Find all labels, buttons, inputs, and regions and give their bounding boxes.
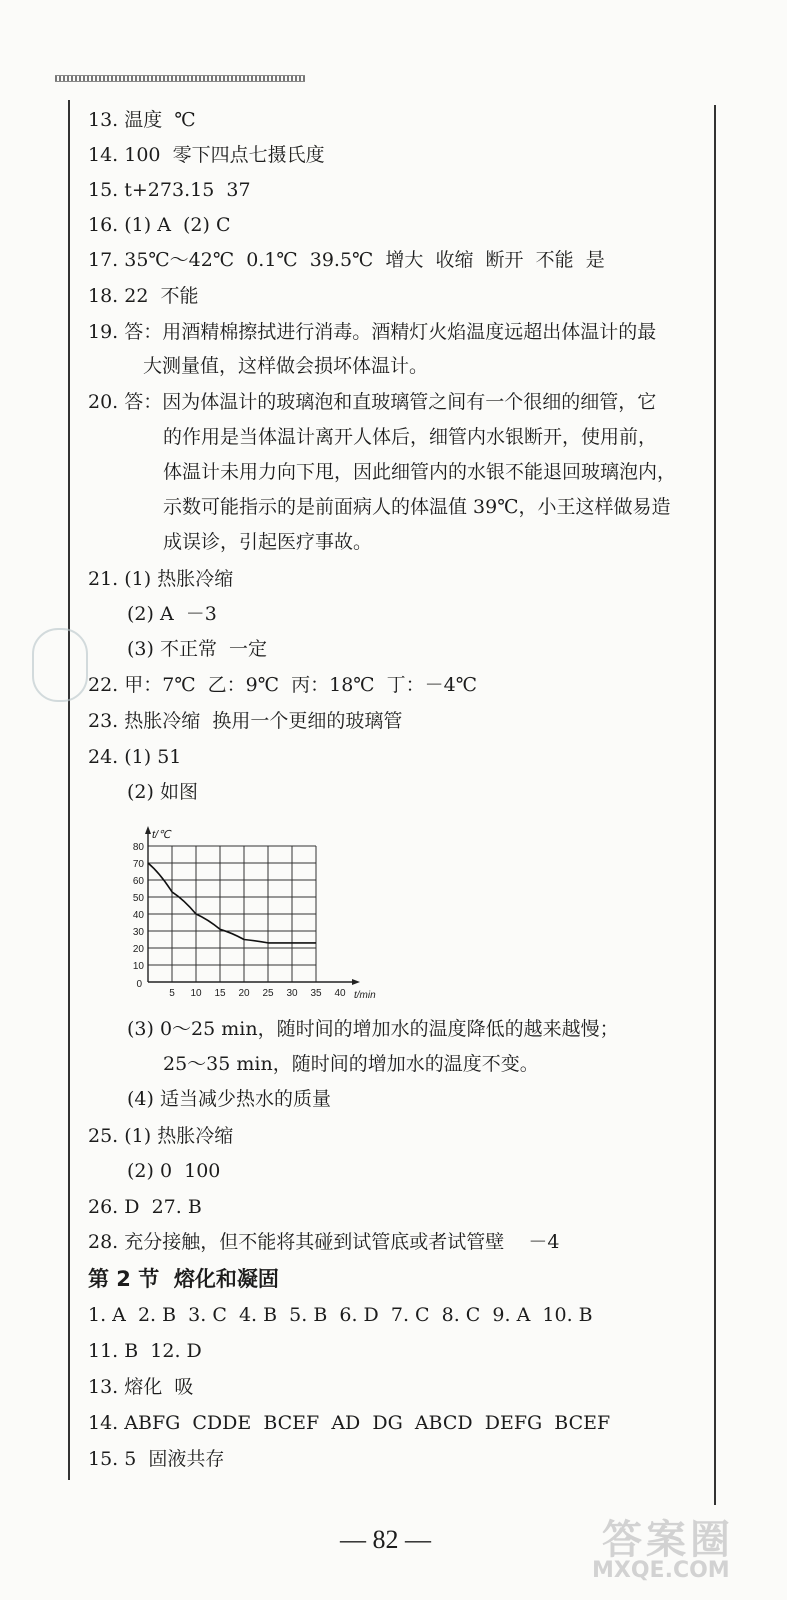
answer-line: (3) 0～25 min，随时间的增加水的温度降低的越来越慢； [127,1018,619,1040]
header-decorative-line [55,75,305,82]
answer-line: 19. 答：用酒精棉擦拭进行消毒。酒精灯火焰温度远超出体温计的最 [88,321,657,343]
y-tick-label: 70 [132,859,144,870]
answer-line: 18. 22 不能 [88,285,199,307]
y-tick-label: 20 [132,944,144,955]
answer-line: (2) 0 100 [127,1160,221,1182]
x-tick-label: 25 [262,988,274,999]
answer-line: 24. (1) 51 [88,746,182,768]
answer-line: 21. (1) 热胀冷缩 [88,568,234,590]
answer-line: 14. 100 零下四点七摄氏度 [88,144,325,166]
x-tick-label: 20 [238,988,250,999]
watermark-logo [592,1508,782,1588]
answer-line: (4) 适当减少热水的质量 [127,1088,331,1110]
y-tick-label: 10 [132,961,144,972]
answer-line: 15. t+273.15 37 [88,179,251,201]
answer-line: 示数可能指示的是前面病人的体温值 39℃，小王这样做易造 [163,496,671,518]
y-tick-label: 80 [132,842,144,853]
answer-line: 的作用是当体温计离开人体后，细管内水银断开，使用前， [163,426,658,448]
page-number: — 82 — [340,1525,431,1554]
x-tick-label: 35 [310,988,322,999]
answer-line: 26. D 27. B [88,1196,202,1218]
answer-line: 23. 热胀冷缩 换用一个更细的玻璃管 [88,710,403,732]
answer-line: 20. 答：因为体温计的玻璃泡和直玻璃管之间有一个很细的细管，它 [88,391,657,413]
x-axis-arrow [352,979,360,985]
y-tick-label: 50 [132,893,144,904]
x-axis-label: t/min [354,990,376,1001]
y-axis-arrow [145,826,151,834]
answer-line: 28. 充分接触，但不能将其碰到试管底或者试管壁 －4 [88,1231,560,1253]
stamp-mark [32,628,88,702]
x-tick-label: 30 [286,988,298,999]
y-tick-label: 30 [132,927,144,938]
x-tick-label: 15 [214,988,226,999]
answer-line: 体温计未用力向下甩，因此细管内的水银不能退回玻璃泡内， [163,461,677,483]
answer-line: 成误诊，引起医疗事故。 [163,531,373,553]
y-tick-label: 60 [132,876,144,887]
answer-line: 15. 5 固液共存 [88,1448,225,1470]
answer-line: 22. 甲：7℃ 乙：9℃ 丙：18℃ 丁：－4℃ [88,674,477,696]
watermark-text: 答案圈 [602,1517,734,1563]
answer-line: 16. (1) A (2) C [88,214,231,236]
answer-line: 大测量值，这样做会损坏体温计。 [143,355,429,377]
answer-line: 1. A 2. B 3. C 4. B 5. B 6. D 7. C 8. C 9. A 10. B [88,1304,593,1326]
answer-line: (2) 如图 [127,781,198,803]
temperature-time-chart [118,812,376,1002]
x-tick-label: 5 [169,988,175,999]
x-tick-label: 10 [190,988,202,999]
answer-line: 13. 温度 ℃ [88,109,196,131]
answer-line: 25. (1) 热胀冷缩 [88,1125,234,1147]
left-margin-rule [68,100,70,1480]
answer-line: (3) 不正常 一定 [127,638,268,660]
answer-line: 17. 35℃～42℃ 0.1℃ 39.5℃ 增大 收缩 断开 不能 是 [88,249,605,271]
answer-line: 14. ABFG CDDE BCEF AD DG ABCD DEFG BCEF [88,1412,611,1434]
answer-line: 25～35 min，随时间的增加水的温度不变。 [163,1053,539,1075]
origin-label: 0 [136,979,142,990]
answer-line: (2) A －3 [127,603,217,625]
answer-line: 11. B 12. D [88,1340,202,1362]
watermark-url: MXQE.COM [592,1558,730,1583]
y-axis-label: t/℃ [152,829,171,841]
y-tick-label: 40 [132,910,144,921]
right-margin-rule [714,105,716,1505]
x-tick-label: 40 [334,988,346,999]
answer-line: 13. 熔化 吸 [88,1376,194,1398]
section-heading: 第 2 节 熔化和凝固 [88,1267,279,1291]
